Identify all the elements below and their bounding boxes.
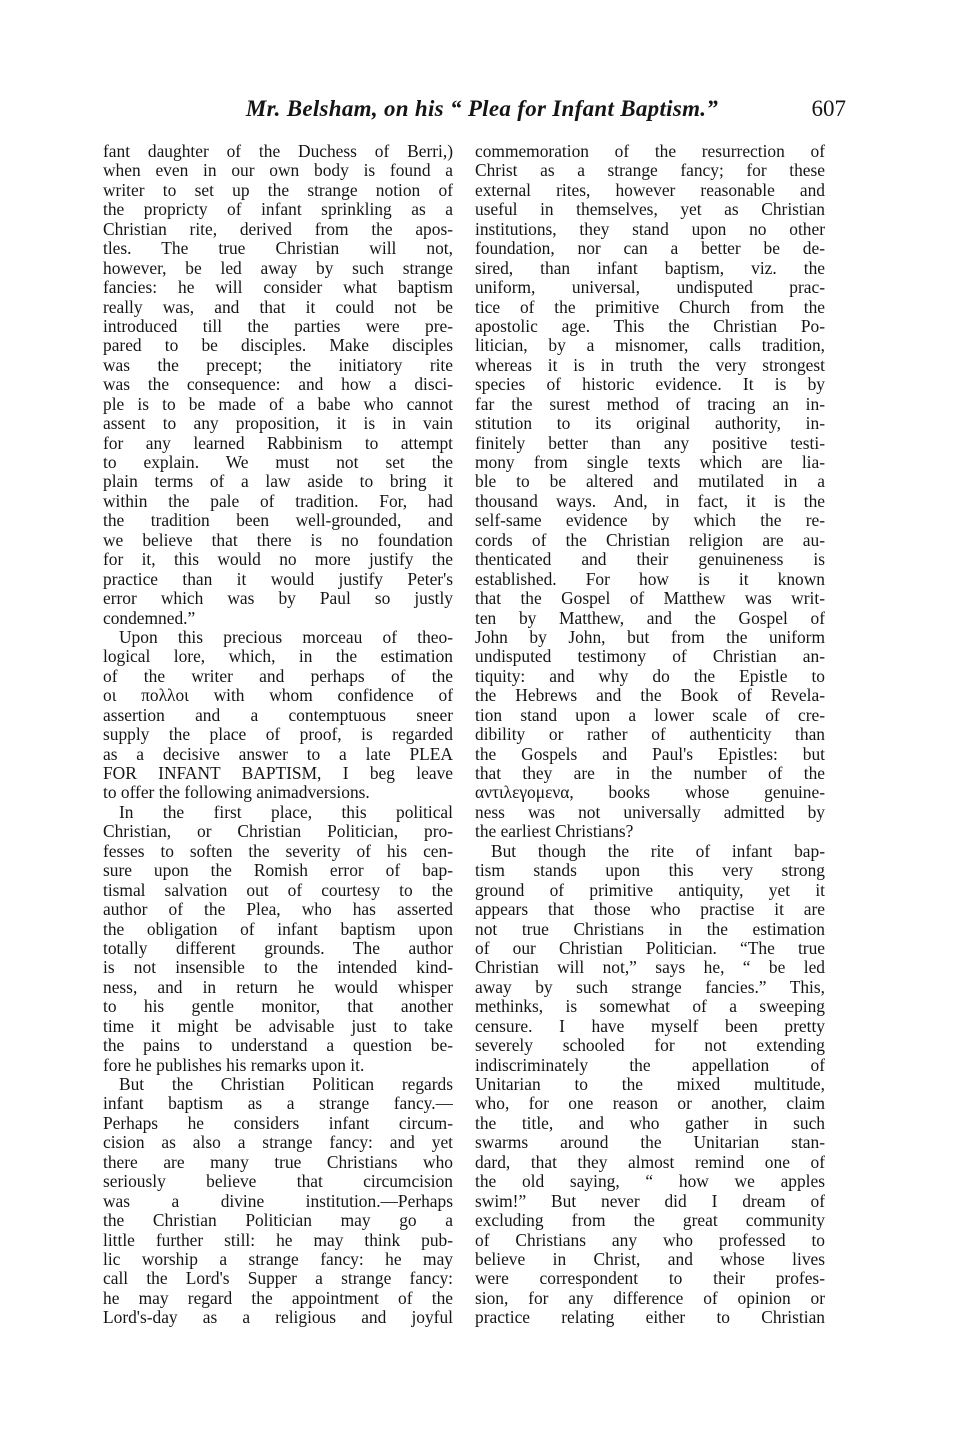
text-line: FOR INFANT BAPTISM, I beg leave — [103, 764, 453, 783]
text-line: believe in Christ, and whose lives — [475, 1249, 825, 1269]
text-line: excluding from the great community — [475, 1211, 825, 1231]
text-line: undisputed testimony of Christian an- — [475, 647, 825, 667]
text-line: the title, and who gather in such — [475, 1113, 825, 1133]
text-line: he may regard the appointment of the — [103, 1288, 453, 1308]
text-line: severely schooled for not extending — [475, 1036, 825, 1056]
text-line: αντιλεγομενα, books whose genuine- — [475, 783, 825, 803]
text-line: self-same evidence by which the re- — [475, 511, 825, 531]
text-line: But the Christian Politican regards — [119, 1075, 453, 1094]
text-line: plain terms of a law aside to bring it — [103, 472, 453, 492]
text-line: condemned.” — [103, 608, 196, 628]
text-line: Perhaps he considers infant circum- — [103, 1113, 453, 1133]
text-line: ble to be altered and mutilated in a — [475, 472, 825, 492]
text-line: useful in themselves, yet as Christian — [475, 200, 825, 220]
text-line: to offer the following animadversions. — [103, 783, 370, 803]
text-line: indiscriminately the appellation of — [475, 1055, 825, 1075]
text-line: was the precept; the initiatory rite — [103, 355, 453, 375]
text-line: tism stands upon this very strong — [475, 861, 825, 881]
text-line: the Christian Politician may go a — [103, 1211, 453, 1231]
text-line: sion, for any difference of opinion or — [475, 1288, 825, 1308]
text-line: sired, than infant baptism, viz. the — [475, 258, 825, 278]
text-line: pared to be disciples. Make disciples — [103, 336, 453, 356]
text-line: ness, and in return he would whisper — [103, 977, 453, 997]
text-line: ness was not universally admitted by — [475, 802, 825, 822]
text-line: tles. The true Christian will not, — [103, 239, 453, 259]
text-line: ple is to be made of a babe who cannot — [103, 394, 453, 414]
text-line: author of the Plea, who has asserted — [103, 900, 453, 920]
text-line: commemoration of the resurrection of — [475, 142, 825, 161]
text-line: the Gospels and Paul's Epistles: but — [475, 744, 825, 764]
text-line: fesses to soften the severity of his cen- — [103, 841, 453, 861]
text-line: whereas it is in truth the very strongest — [475, 355, 825, 375]
text-line: there are many true Christians who — [103, 1152, 453, 1172]
text-line: totally different grounds. The author — [103, 938, 453, 958]
text-line: οι πολλοι with whom confidence of — [103, 686, 453, 706]
text-line: stitution to its original authority, in- — [475, 414, 825, 434]
text-line: lic worship a strange fancy: he may — [103, 1249, 453, 1269]
text-line: cords of the Christian religion are au- — [475, 530, 825, 550]
text-line: for it, this would no more justify the — [103, 550, 453, 570]
text-line: practice than it would justify Peter's — [103, 569, 453, 589]
text-line: But though the rite of infant bap- — [491, 841, 825, 861]
left-text-column — [103, 142, 453, 1328]
text-line: the pains to understand a question be- — [103, 1036, 453, 1056]
text-line: when even in our own body is found a — [103, 161, 453, 181]
text-line: ten by Matthew, and the Gospel of — [475, 608, 825, 628]
text-line: ground of primitive antiquity, yet it — [475, 880, 825, 900]
text-line: thenticated and their genuineness is — [475, 550, 825, 570]
text-line: writer to set up the strange notion of — [103, 180, 453, 200]
text-line: Lord's-day as a religious and joyful — [103, 1308, 453, 1328]
text-line: cision as also a strange fancy: and yet — [103, 1133, 453, 1153]
text-line: swim!” But never did I dream of — [475, 1191, 825, 1211]
text-line: the tradition been well-grounded, and — [103, 511, 453, 531]
text-line: of Christians any who professed to — [475, 1230, 825, 1250]
text-line: swarms around the Unitarian stan- — [475, 1133, 825, 1153]
text-line: seriously believe that circumcision — [103, 1172, 453, 1192]
text-line: dibility or rather of authenticity than — [475, 725, 825, 745]
text-line: assent to any proposition, it is in vain — [103, 414, 453, 434]
text-line: the propricty of infant sprinkling as a — [103, 200, 453, 220]
text-line: the earliest Christians? — [475, 822, 634, 842]
text-line: not true Christians in the estimation — [475, 919, 825, 939]
text-line: supply the place of proof, is regarded — [103, 725, 453, 745]
text-line: far the surest method of tracing an in- — [475, 394, 825, 414]
text-line: John by John, but from the uniform — [475, 627, 825, 647]
text-line: Unitarian to the mixed multitude, — [475, 1075, 825, 1094]
text-line: Christian rite, derived from the apos- — [103, 219, 453, 239]
text-line: sure upon the Romish error of bap- — [103, 861, 453, 881]
text-line: methinks, is somewhat of a sweeping — [475, 997, 825, 1017]
text-line: finitely better than any positive testi- — [475, 433, 825, 453]
text-line: tion stand upon a lower scale of cre- — [475, 705, 825, 725]
text-line: thousand ways. And, in fact, it is the — [475, 491, 825, 511]
text-line: established. For how is it known — [475, 569, 825, 589]
text-line: practice relating either to Christian — [475, 1308, 825, 1328]
text-line: away by such strange fancies.” This, — [475, 977, 825, 997]
text-line: external rites, however reasonable and — [475, 180, 825, 200]
text-line: fancies: he will consider what baptism — [103, 278, 453, 298]
text-line: to his gentle monitor, that another — [103, 997, 453, 1017]
text-line: we believe that there is no foundation — [103, 530, 453, 550]
text-line: were correspondent to their profes- — [475, 1269, 825, 1289]
text-line: the obligation of infant baptism upon — [103, 919, 453, 939]
text-line: infant baptism as a strange fancy.— — [103, 1094, 453, 1114]
page-header — [0, 96, 964, 130]
text-line: as a decisive answer to a late PLEA — [103, 744, 453, 764]
text-line: foundation, nor can a better be de- — [475, 239, 825, 259]
text-line: little further still: he may think pub- — [103, 1230, 453, 1250]
text-line: the Hebrews and the Book of Revela- — [475, 686, 825, 706]
text-line: Christian will not,” says he, “ be led — [475, 958, 825, 978]
text-line: introduced till the parties were pre- — [103, 316, 453, 336]
text-line: censure. I have myself been pretty — [475, 1016, 825, 1036]
text-line: species of historic evidence. It is by — [475, 375, 825, 395]
text-line: however, be led away by such strange — [103, 258, 453, 278]
text-line: assertion and a contemptuous sneer — [103, 705, 453, 725]
text-line: is not insensible to the intended kind- — [103, 958, 453, 978]
text-line: uniform, universal, undisputed prac- — [475, 278, 825, 298]
text-line: was the consequence: and how a disci- — [103, 375, 453, 395]
text-line: who, for one reason or another, claim — [475, 1094, 825, 1114]
text-line: that they are in the number of the — [475, 764, 825, 783]
right-text-column — [475, 142, 825, 1328]
text-line: fore he publishes his remarks upon it. — [103, 1055, 365, 1075]
text-line: was a divine institution.—Perhaps — [103, 1191, 453, 1211]
text-line: institutions, they stand upon no other — [475, 219, 825, 239]
running-head: Mr. Belsham, on his “ Plea for Infant Baptism.” — [245, 96, 719, 121]
page-number: 607 — [811, 96, 846, 121]
text-line: for any learned Rabbinism to attempt — [103, 433, 453, 453]
text-line: logical lore, which, in the estimation — [103, 647, 453, 667]
text-line: dard, that they almost remind one of — [475, 1152, 825, 1172]
text-line: apostolic age. This the Christian Po- — [475, 316, 825, 336]
text-line: litician, by a misnomer, calls tradition, — [475, 336, 825, 356]
text-line: really was, and that it could not be — [103, 297, 453, 317]
text-line: Christian, or Christian Politician, pro- — [103, 822, 453, 842]
text-line: appears that those who practise it are — [475, 900, 825, 920]
text-line: of our Christian Politician. “The true — [475, 938, 825, 958]
text-line: of the writer and perhaps of the — [103, 666, 453, 686]
text-line: fant daughter of the Duchess of Berri,) — [103, 142, 453, 161]
text-line: the old saying, “ how we apples — [475, 1172, 825, 1192]
text-line: within the pale of tradition. For, had — [103, 491, 453, 511]
text-line: that the Gospel of Matthew was writ- — [475, 589, 825, 609]
text-line: tice of the primitive Church from the — [475, 297, 825, 317]
text-line: Christ as a strange fancy; for these — [475, 161, 825, 181]
text-line: Upon this precious morceau of theo- — [119, 627, 453, 647]
text-line: tiquity: and why do the Epistle to — [475, 666, 825, 686]
text-line: error which was by Paul so justly — [103, 589, 453, 609]
text-line: tismal salvation out of courtesy to the — [103, 880, 453, 900]
text-line: to explain. We must not set the — [103, 453, 453, 472]
text-line: call the Lord's Supper a strange fancy: — [103, 1269, 453, 1289]
text-line: mony from single texts which are lia- — [475, 453, 825, 472]
text-line: time it might be advisable just to take — [103, 1016, 453, 1036]
text-line: In the first place, this political — [119, 802, 453, 822]
